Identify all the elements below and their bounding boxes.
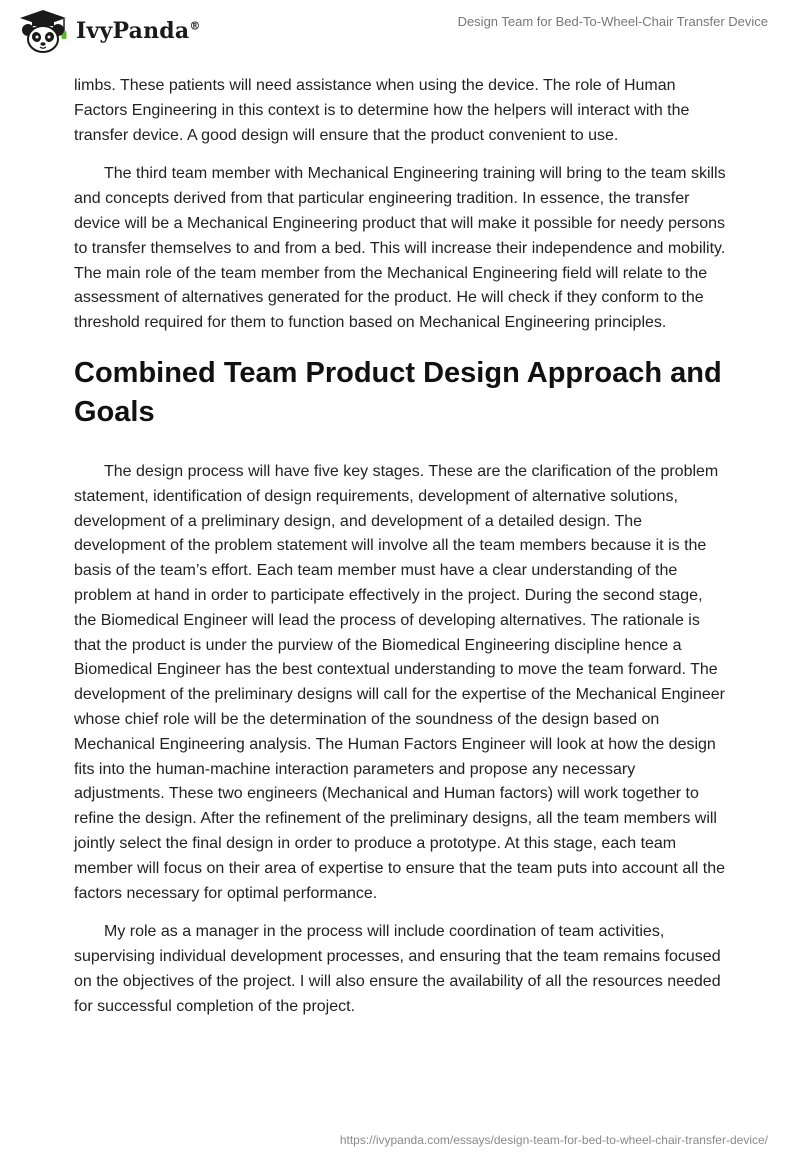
paragraph-design-process: The design process will have five key stages. These are the clarification of the problem statement, identification of design requirements, development of alternative solutions, development of a preliminary design, and development of a detailed design. The development of the problem statement will involve all the team members because it is the basis of the team’s effort. Each team member must have a clear understanding of the problem at hand in order to participate effectively in the project. During the second stage, the Biomedical Engineer will lead the process of developing alternatives. The rationale is that the product is under the purview of the Biomedical Engineering discipline hence a Biomedical Engineer has the best contextual understanding to move the team forward. The development of the preliminary designs will call for the expertise of the Mechanical Engineer whose chief role will be the determination of the soundness of the design based on Mechanical Engineering analysis. The Human Factors Engineer will look at how the design fits into the human-machine interaction parameters and propose any necessary adjustments. These two engineers (Mechanical and Human factors) will work together to refine the design. After the refinement of the preliminary designs, all the team members will jointly select the final design in order to produce a prototype. At this stage, each team member will focus on their area of expertise to ensure that the team puts into account all the factors necessary for optimal performance. bbox=[74, 462, 726, 902]
paragraph-manager-role: My role as a manager in the process will include coordination of team activities, supervising individual development processes, and ensuring that the team remains focused on the objectives of the project. I will also ensure the availability of all the resources needed for successful completion of the project. bbox=[74, 923, 721, 1015]
section-heading: Combined Team Product Design Approach and Goals bbox=[74, 356, 722, 428]
brand-name: IvyPanda® bbox=[76, 18, 201, 44]
paragraph-mechanical-engineering: The third team member with Mechanical Engineering training will bring to the team skills and concepts derived from that particular engineering tradition. In essence, the transfer device will be a Mechanical Engineering product that will make it possible for needy persons to transfer themselves to and from a bed. This will increase their independence and mobility. The main role of the team member from the Mechanical Engineering field will relate to the assessment of alternatives generated for the product. He will check if they conform to the threshold required for them to function based on Mechanical Engineering principles. bbox=[74, 165, 726, 332]
panda-graduate-icon bbox=[14, 8, 72, 54]
paragraph-continued: limbs. These patients will need assistance when using the device. The role of Human Factors Engineering in this context is to determine how the helpers will interact with the transfer device. A good design will ensure that the product convenient to use. bbox=[74, 77, 690, 144]
document-title: Design Team for Bed-To-Wheel-Chair Transfer Device bbox=[457, 14, 768, 29]
page-header bbox=[0, 0, 800, 60]
source-url[interactable]: https://ivypanda.com/essays/design-team-for-bed-to-wheel-chair-transfer-device/ bbox=[339, 1133, 768, 1147]
brand-logo[interactable] bbox=[14, 8, 201, 54]
essay-body bbox=[74, 74, 726, 1034]
